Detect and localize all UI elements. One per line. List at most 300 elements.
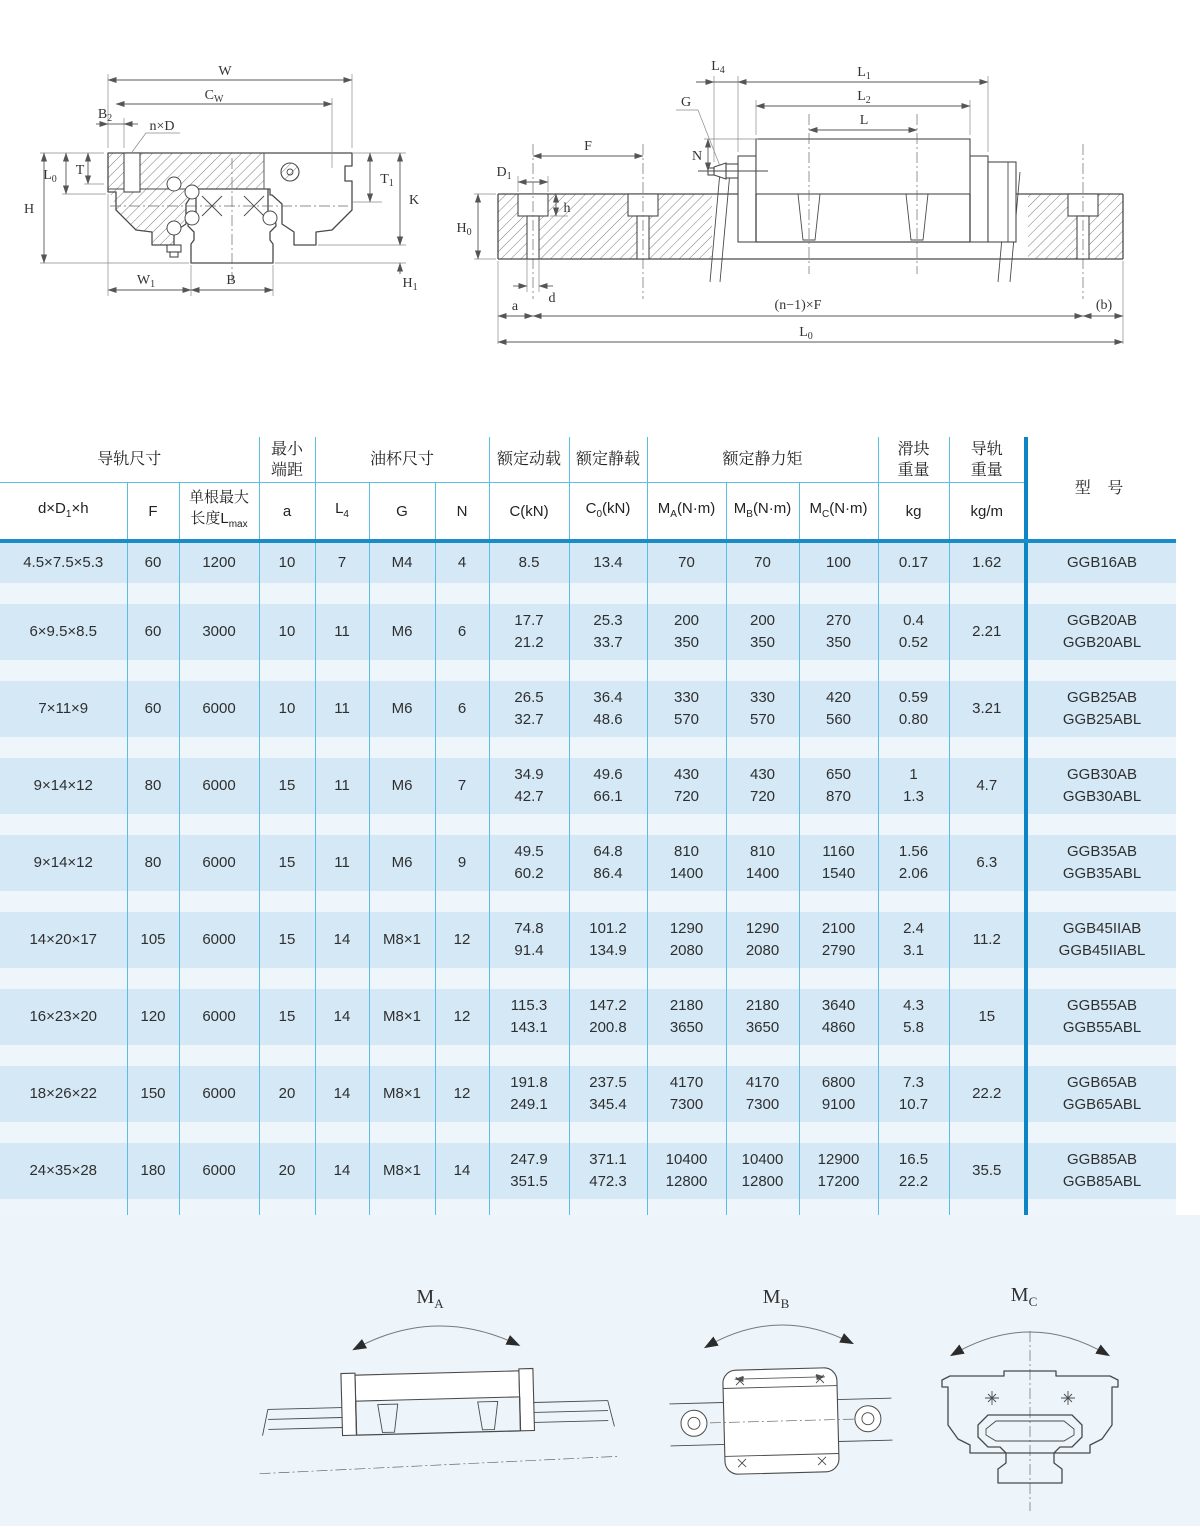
separator-cell [0,1122,127,1143]
table-row [0,912,1176,968]
data-cell: 34.9 42.7 [489,758,569,814]
separator-cell [369,1045,435,1066]
data-cell: 16.5 22.2 [878,1143,949,1199]
separator-cell [569,1199,647,1215]
separator-cell [489,968,569,989]
separator-cell [435,737,489,758]
separator-cell [179,1122,259,1143]
data-cell: M6 [369,758,435,814]
separator-cell [489,660,569,681]
data-cell: 6000 [179,1143,259,1199]
side-view-drawing [452,44,1168,364]
data-cell: 11 [315,681,369,737]
separator-cell [259,814,315,835]
separator-cell [259,1045,315,1066]
table-row [0,1143,1176,1199]
separator-cell [489,583,569,604]
data-cell: 1 1.3 [878,758,949,814]
data-cell: M8×1 [369,1066,435,1122]
data-cell: 11 [315,604,369,660]
data-cell: 2.21 [949,604,1026,660]
separator-cell [878,1199,949,1215]
data-cell: 15 [259,835,315,891]
dim-label-b2: $B_2$ [97,107,113,124]
data-cell: 420 560 [799,681,878,737]
table-row [0,1066,1176,1122]
dim-label-l2: $L_2$ [857,89,871,106]
separator-cell [726,814,799,835]
separator-cell [878,891,949,912]
separator-cell [127,737,179,758]
data-cell: 100 [799,541,878,583]
group-header-cell: 额定动载 [489,437,569,483]
model-cell: GGB30AB GGB30ABL [1026,758,1176,814]
row-separator [0,968,1176,989]
data-cell: 101.2 134.9 [569,912,647,968]
model-cell: GGB16AB [1026,541,1176,583]
data-cell: 371.1 472.3 [569,1143,647,1199]
data-cell: 6800 9100 [799,1066,878,1122]
separator-cell [259,968,315,989]
data-cell: M8×1 [369,912,435,968]
dim-label-n: N [691,149,703,164]
separator-cell [315,583,369,604]
dim-label-l0: $L_0$ [43,168,57,185]
data-cell: 4 [435,541,489,583]
sub-header-cell: C(kN) [489,483,569,542]
sub-header-cell: $M_A(N\cdot m)$ [647,483,726,542]
sub-header-cell: $M_C(N\cdot m)$ [799,483,878,542]
dim-label-b-end: (b) [1095,298,1113,313]
moment-mb-label: $M_B$ [762,1286,790,1311]
model-cell: GGB65AB GGB65ABL [1026,1066,1176,1122]
sub-header-cell: $M_B(N\cdot m)$ [726,483,799,542]
separator-cell [435,660,489,681]
separator-cell [569,891,647,912]
model-cell: GGB35AB GGB35ABL [1026,835,1176,891]
data-cell: 1160 1540 [799,835,878,891]
separator-cell [647,1045,726,1066]
sub-header-cell: kg [878,483,949,542]
data-cell: 14 [315,1066,369,1122]
data-cell: 115.3 143.1 [489,989,569,1045]
data-cell: 15 [259,912,315,968]
data-cell: 70 [726,541,799,583]
table-row [0,681,1176,737]
data-cell: 64.8 86.4 [569,835,647,891]
dim-label-g: G [680,95,692,110]
data-cell: 15 [259,989,315,1045]
data-cell: 74.8 91.4 [489,912,569,968]
separator-cell [315,1122,369,1143]
separator-cell [647,891,726,912]
dim-label-l0-overall: $L_0$ [799,325,813,342]
separator-cell [259,1199,315,1215]
row-separator [0,1045,1176,1066]
sub-header-cell: $L_4$ [315,483,369,542]
dim-label-t: T [75,163,85,178]
data-cell: M8×1 [369,989,435,1045]
separator-cell [726,891,799,912]
separator-cell [569,583,647,604]
data-cell: 15 [949,989,1026,1045]
separator-cell [647,583,726,604]
data-cell: 6000 [179,758,259,814]
data-cell: 1290 2080 [726,912,799,968]
data-cell: 270 350 [799,604,878,660]
model-cell: GGB25AB GGB25ABL [1026,681,1176,737]
data-cell: 150 [127,1066,179,1122]
separator-cell [799,660,878,681]
table-row [0,989,1176,1045]
separator-cell [878,583,949,604]
dim-label-l: L [859,113,869,128]
moment-mc-label: $M_C$ [1010,1284,1038,1309]
separator-cell [0,1199,127,1215]
separator-cell [315,968,369,989]
separator-cell [435,1199,489,1215]
separator-cell [315,737,369,758]
separator-cell [127,1045,179,1066]
dim-label-d1: $D_1$ [496,165,512,182]
dim-label-t1: $T_1$ [380,172,394,189]
separator-cell [949,583,1026,604]
separator-cell [0,583,127,604]
dim-label-a: a [511,299,519,314]
data-cell: 10400 12800 [647,1143,726,1199]
dim-label-w: W [218,64,232,79]
data-cell: 10 [259,541,315,583]
data-cell: M6 [369,604,435,660]
data-cell: 3000 [179,604,259,660]
data-cell: 3.21 [949,681,1026,737]
data-cell: 17.7 21.2 [489,604,569,660]
dim-label-d: d [548,291,556,306]
group-header-cell: 导轨 重量 [949,437,1026,483]
separator-cell [647,737,726,758]
data-cell: 20 [259,1143,315,1199]
separator-cell [949,968,1026,989]
data-cell: 430 720 [726,758,799,814]
data-cell: 6000 [179,1066,259,1122]
data-cell: M8×1 [369,1143,435,1199]
data-cell: 2180 3650 [647,989,726,1045]
separator-cell [179,1199,259,1215]
separator-cell [726,583,799,604]
data-cell: 11 [315,758,369,814]
data-cell: 9×14×12 [0,758,127,814]
data-cell: 120 [127,989,179,1045]
separator-cell [569,968,647,989]
data-cell: 20 [259,1066,315,1122]
dim-label-h1: $H_1$ [402,276,418,293]
separator-cell [489,737,569,758]
data-cell: 12 [435,1066,489,1122]
data-cell: 11.2 [949,912,1026,968]
row-separator [0,737,1176,758]
row-separator [0,660,1176,681]
group-header-cell: 滑块 重量 [878,437,949,483]
separator-cell [949,1122,1026,1143]
data-cell: 14 [315,989,369,1045]
data-cell: 7.3 10.7 [878,1066,949,1122]
dim-label-nf: (n−1)×F [774,298,822,313]
sub-header-row [0,483,1176,542]
separator-cell [949,660,1026,681]
spec-table [0,437,1176,1215]
sub-header-cell: a [259,483,315,542]
separator-cell [1026,1122,1176,1143]
separator-cell [949,1199,1026,1215]
model-cell: GGB55AB GGB55ABL [1026,989,1176,1045]
separator-cell [726,1045,799,1066]
separator-cell [0,660,127,681]
separator-cell [726,737,799,758]
separator-cell [489,891,569,912]
separator-cell [1026,968,1176,989]
separator-cell [127,1199,179,1215]
separator-cell [369,968,435,989]
separator-cell [799,968,878,989]
separator-cell [127,583,179,604]
separator-cell [435,583,489,604]
dim-label-w1: $W_1$ [136,273,156,290]
separator-cell [259,660,315,681]
data-cell: 6 [435,604,489,660]
separator-cell [1026,1045,1176,1066]
separator-cell [259,583,315,604]
separator-cell [179,737,259,758]
data-cell: 12 [435,912,489,968]
data-cell: 2180 3650 [726,989,799,1045]
table-row [0,604,1176,660]
data-cell: 10 [259,604,315,660]
data-cell: 247.9 351.5 [489,1143,569,1199]
data-cell: 10 [259,681,315,737]
table-row [0,835,1176,891]
sub-header-cell: 单根最大 长度$L_{max}$ [179,483,259,542]
data-cell: 0.59 0.80 [878,681,949,737]
separator-cell [369,1122,435,1143]
separator-cell [259,891,315,912]
separator-cell [369,660,435,681]
separator-cell [569,814,647,835]
separator-cell [726,968,799,989]
data-cell: 6000 [179,912,259,968]
sub-header-cell: G [369,483,435,542]
data-cell: 1290 2080 [647,912,726,968]
data-cell: 6000 [179,681,259,737]
data-cell: 8.5 [489,541,569,583]
moment-diagrams-section [0,1215,1200,1526]
data-cell: 4170 7300 [647,1066,726,1122]
table-row [0,541,1176,583]
separator-cell [878,660,949,681]
sub-header-cell: F [127,483,179,542]
sub-header-cell: $C_0(kN)$ [569,483,647,542]
separator-cell [878,814,949,835]
separator-cell [0,814,127,835]
separator-cell [878,968,949,989]
separator-cell [489,1199,569,1215]
model-cell: GGB20AB GGB20ABL [1026,604,1176,660]
separator-cell [179,660,259,681]
separator-cell [489,814,569,835]
separator-cell [1026,660,1176,681]
separator-cell [1026,891,1176,912]
data-cell: 4170 7300 [726,1066,799,1122]
separator-cell [259,1122,315,1143]
model-cell: GGB45IIAB GGB45IIABL [1026,912,1176,968]
separator-cell [949,1045,1026,1066]
group-header-row [0,437,1176,483]
moment-mb-diagram [636,1273,926,1513]
data-cell: 147.2 200.8 [569,989,647,1045]
data-cell: 3640 4860 [799,989,878,1045]
data-cell: M6 [369,835,435,891]
data-cell: 810 1400 [726,835,799,891]
dim-label-nxd: n×D [149,119,175,134]
separator-cell [799,891,878,912]
separator-cell [878,737,949,758]
data-cell: 12900 17200 [799,1143,878,1199]
data-cell: 1.56 2.06 [878,835,949,891]
data-cell: M6 [369,681,435,737]
data-cell: 330 570 [647,681,726,737]
technical-drawings-section [0,0,1200,437]
data-cell: 60 [127,604,179,660]
separator-cell [799,737,878,758]
separator-cell [179,891,259,912]
data-cell: 6 [435,681,489,737]
data-cell: M4 [369,541,435,583]
cross-section-drawing [14,34,444,334]
data-cell: 7×11×9 [0,681,127,737]
separator-cell [0,968,127,989]
moment-mc-diagram [906,1267,1156,1517]
separator-cell [369,814,435,835]
dim-label-b: B [226,273,236,288]
data-cell: 14×20×17 [0,912,127,968]
separator-cell [259,737,315,758]
row-separator [0,814,1176,835]
dim-label-h: H [23,202,35,217]
data-cell: 35.5 [949,1143,1026,1199]
row-separator [0,583,1176,604]
separator-cell [647,814,726,835]
dim-label-cw: $C_W$ [204,88,224,105]
separator-cell [949,814,1026,835]
data-cell: 200 350 [647,604,726,660]
separator-cell [315,891,369,912]
data-cell: 2100 2790 [799,912,878,968]
data-cell: 25.3 33.7 [569,604,647,660]
separator-cell [799,814,878,835]
separator-cell [1026,737,1176,758]
data-cell: 4.7 [949,758,1026,814]
separator-cell [1026,1199,1176,1215]
separator-cell [369,891,435,912]
separator-cell [647,968,726,989]
separator-cell [179,583,259,604]
data-cell: 0.4 0.52 [878,604,949,660]
data-cell: 24×35×28 [0,1143,127,1199]
data-cell: 9×14×12 [0,835,127,891]
table-row [0,758,1176,814]
separator-cell [799,1199,878,1215]
data-cell: 430 720 [647,758,726,814]
data-cell: 6000 [179,989,259,1045]
separator-cell [369,583,435,604]
data-cell: 36.4 48.6 [569,681,647,737]
separator-cell [179,814,259,835]
data-cell: 810 1400 [647,835,726,891]
data-cell: 4.5×7.5×5.3 [0,541,127,583]
row-separator [0,1199,1176,1215]
separator-cell [127,968,179,989]
separator-cell [949,737,1026,758]
dim-label-l4: $L_4$ [711,59,725,76]
data-cell: 200 350 [726,604,799,660]
sub-header-cell: kg/m [949,483,1026,542]
separator-cell [315,814,369,835]
data-cell: 0.17 [878,541,949,583]
separator-cell [315,1045,369,1066]
separator-cell [647,660,726,681]
dim-label-k: K [408,193,420,208]
separator-cell [435,814,489,835]
group-header-cell: 油杯尺寸 [315,437,489,483]
data-cell: 191.8 249.1 [489,1066,569,1122]
data-cell: 650 870 [799,758,878,814]
data-cell: 15 [259,758,315,814]
data-cell: 6.3 [949,835,1026,891]
data-cell: 2.4 3.1 [878,912,949,968]
separator-cell [1026,583,1176,604]
separator-cell [435,891,489,912]
row-separator [0,891,1176,912]
table-body [0,541,1176,1215]
separator-cell [489,1045,569,1066]
dim-label-f: F [584,139,592,154]
moment-ma-diagram [238,1273,638,1513]
data-cell: 60 [127,681,179,737]
data-cell: 14 [435,1143,489,1199]
data-cell: 237.5 345.4 [569,1066,647,1122]
separator-cell [0,891,127,912]
separator-cell [726,1199,799,1215]
data-cell: 9 [435,835,489,891]
data-cell: 18×26×22 [0,1066,127,1122]
separator-cell [315,1199,369,1215]
data-cell: 49.5 60.2 [489,835,569,891]
data-cell: 330 570 [726,681,799,737]
dim-label-h-hole: h [563,201,571,216]
separator-cell [369,737,435,758]
model-cell: GGB85AB GGB85ABL [1026,1143,1176,1199]
model-header-cell: 型 号 [1026,437,1176,541]
separator-cell [435,1045,489,1066]
data-cell: 13.4 [569,541,647,583]
separator-cell [569,1122,647,1143]
group-header-cell: 导轨尺寸 [0,437,259,483]
data-cell: 7 [435,758,489,814]
separator-cell [315,660,369,681]
data-cell: 1.62 [949,541,1026,583]
row-separator [0,1122,1176,1143]
separator-cell [647,1199,726,1215]
data-cell: 10400 12800 [726,1143,799,1199]
